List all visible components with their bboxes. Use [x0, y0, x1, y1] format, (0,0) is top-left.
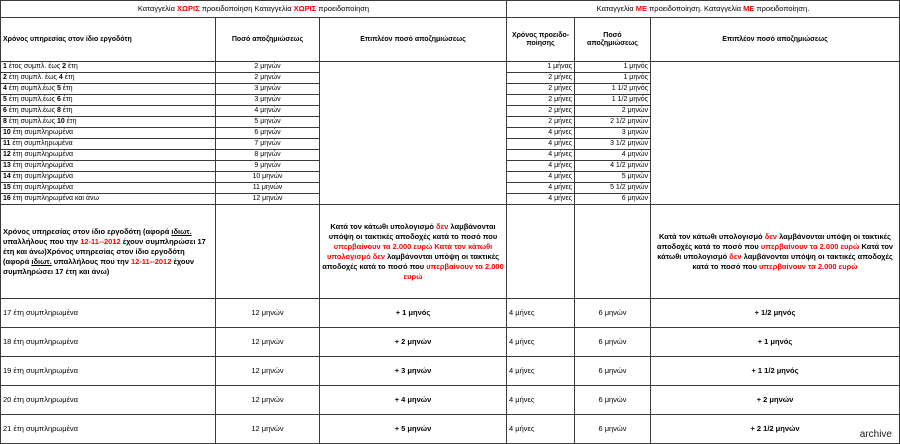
notice-years-cell: 2 μήνες [507, 117, 575, 128]
notice-comp-cell: 6 μηνών [575, 386, 651, 415]
compensation-cell: 12 μηνών [216, 386, 320, 415]
notice-comp-cell: 1 1/2 μηνός [575, 95, 651, 106]
compensation-cell: 10 μηνών [216, 172, 320, 183]
years-cell: 17 έτη συμπληρωμένα [1, 299, 216, 328]
notice-comp-cell: 3 1/2 μηνών [575, 139, 651, 150]
notice-years-cell: 4 μήνες [507, 357, 575, 386]
extra-cell: + 1 μηνός [320, 299, 507, 328]
compensation-cell: 11 μηνών [216, 183, 320, 194]
years-cell: 19 έτη συμπληρωμένα [1, 357, 216, 386]
notice-years-cell: 2 μήνες [507, 73, 575, 84]
note-mid: Κατά τον κάτωθι υπολογισμό δεν λαμβάνονται υπόψη οι τακτικές αποδοχές κατά το ποσό που υπερβαίνουν τα 2.000 ευρώ Κατά τον κάτωθι υπολογισμό δεν λαμβάνονται υπόψη οι τακτικές αποδοχές κατά το ποσό που υπερβαίνουν τα 2.000 ευρώ [320, 205, 507, 299]
table-row [1, 328, 900, 357]
years-cell: 10 έτη συμπληρωμένα [1, 128, 216, 139]
notice-years-cell: 4 μήνες [507, 183, 575, 194]
header-left: Καταγγελία ΧΩΡΙΣ προειδοποίηση Καταγγελία ΧΩΡΙΣ προειδοποίηση [1, 1, 507, 18]
extra-cell: + 3 μηνών [320, 357, 507, 386]
years-cell: 5 έτη συμπλ.έως 6 έτη [1, 95, 216, 106]
notice-years-cell: 1 μήνας [507, 62, 575, 73]
notice-comp-cell: 5 μηνών [575, 172, 651, 183]
col-notice-comp: Ποσό αποζημιώσεως [575, 18, 651, 62]
notice-years-cell: 2 μήνες [507, 106, 575, 117]
years-cell: 18 έτη συμπληρωμένα [1, 328, 216, 357]
extra-cell: + 5 μηνών [320, 415, 507, 444]
notice-years-cell: 4 μήνες [507, 161, 575, 172]
notice-years-cell: 4 μήνες [507, 328, 575, 357]
notice-extra-cell: + 2 1/2 μηνών [651, 415, 900, 444]
compensation-cell: 12 μηνών [216, 299, 320, 328]
table-row [1, 386, 900, 415]
compensation-cell: 4 μηνών [216, 106, 320, 117]
notice-comp-cell: 6 μηνών [575, 415, 651, 444]
notice-comp-cell: 5 1/2 μηνών [575, 183, 651, 194]
compensation-cell: 12 μηνών [216, 357, 320, 386]
notice-comp-cell: 1 μηνός [575, 73, 651, 84]
notice-comp-cell: 1 μηνός [575, 62, 651, 73]
notice-comp-cell: 4 μηνών [575, 150, 651, 161]
table-row [1, 299, 900, 328]
notice-comp-cell: 2 1/2 μηνών [575, 117, 651, 128]
compensation-cell: 12 μηνών [216, 328, 320, 357]
note-empty-cell [216, 205, 320, 299]
table-row [1, 415, 900, 444]
col-years: Χρόνος υπηρεσίας στον ίδιο εργοδότη [1, 18, 216, 62]
compensation-cell: 6 μηνών [216, 128, 320, 139]
notice-years-cell: 4 μήνες [507, 128, 575, 139]
years-cell: 16 έτη συμπληρωμένα και άνω [1, 194, 216, 205]
col-notice-extra: Επιπλέον ποσό αποζημιώσεως [651, 18, 900, 62]
notice-extra-cell: + 1 μηνός [651, 328, 900, 357]
notice-comp-cell: 1 1/2 μηνός [575, 84, 651, 95]
years-cell: 11 έτη συμπληρωμένα [1, 139, 216, 150]
compensation-cell: 5 μηνών [216, 117, 320, 128]
years-cell: 4 έτη συμπλ.έως 5 έτη [1, 84, 216, 95]
notice-extra-cell: + 1/2 μηνός [651, 299, 900, 328]
years-cell: 14 έτη συμπληρωμένα [1, 172, 216, 183]
notice-extra-cell: + 2 μηνών [651, 386, 900, 415]
notice-years-cell: 4 μήνες [507, 172, 575, 183]
compensation-cell: 12 μηνών [216, 415, 320, 444]
archive-watermark: archive [859, 429, 892, 440]
note-empty-cell [575, 205, 651, 299]
compensation-cell: 7 μηνών [216, 139, 320, 150]
col-notice-years: Χρόνος προειδο-ποίησης [507, 18, 575, 62]
years-cell: 6 έτη συμπλ.έως 8 έτη [1, 106, 216, 117]
note-right: Κατά τον κάτωθι υπολογισμό δεν λαμβάνονται υπόψη οι τακτικές αποδοχές κατά το ποσό που υπερβαίνουν τα 2.000 ευρώ Κατά τον κάτωθι υπολογισμό δεν λαμβάνονται υπόψη οι τακτικές αποδοχές κατά το ποσό που υπερβαίνουν τα 2.000 ευρώ [651, 205, 900, 299]
compensation-cell: 2 μηνών [216, 73, 320, 84]
compensation-cell: 12 μηνών [216, 194, 320, 205]
notice-years-cell: 4 μήνες [507, 139, 575, 150]
notice-comp-cell: 2 μηνών [575, 106, 651, 117]
notice-comp-cell: 6 μηνών [575, 194, 651, 205]
notice-comp-cell: 4 1/2 μηνών [575, 161, 651, 172]
table-row [1, 62, 900, 73]
header-right: Καταγγελία ΜΕ προειδοποίηση. Καταγγελία ΜΕ προειδοποίηση. [507, 1, 900, 18]
notice-comp-cell: 6 μηνών [575, 299, 651, 328]
note-empty-cell [507, 205, 575, 299]
notice-years-cell: 4 μήνες [507, 386, 575, 415]
notice-years-cell: 4 μήνες [507, 194, 575, 205]
years-cell: 2 έτη συμπλ. έως 4 έτη [1, 73, 216, 84]
years-cell: 12 έτη συμπληρωμένα [1, 150, 216, 161]
extra-cell: + 2 μηνών [320, 328, 507, 357]
table-row [1, 357, 900, 386]
col-extra: Επιπλέον ποσό αποζημιώσεως [320, 18, 507, 62]
notice-extra-cell: + 1 1/2 μηνός [651, 357, 900, 386]
notice-years-cell: 4 μήνες [507, 150, 575, 161]
compensation-cell: 3 μηνών [216, 84, 320, 95]
notice-comp-cell: 6 μηνών [575, 328, 651, 357]
note-left: Χρόνος υπηρεσίας στον ίδιο εργοδότη (αφορά ιδιωτ. υπαλλήλους που την 12-11--2012 έχουν συμπληρώσει 17 έτη και άνω)Χρόνος υπηρεσίας στον ίδιο εργοδότη (αφορά ιδιωτ. υπαλλήλους που την 12-11--2012 έχουν συμπληρώσει 17 έτη και άνω) [1, 205, 216, 299]
notice-comp-cell: 3 μηνών [575, 128, 651, 139]
note-row [1, 205, 900, 299]
years-cell: 13 έτη συμπληρωμένα [1, 161, 216, 172]
years-cell: 1 έτος συμπλ. έως 2 έτη [1, 62, 216, 73]
notice-years-cell: 4 μήνες [507, 415, 575, 444]
years-cell: 20 έτη συμπληρωμένα [1, 386, 216, 415]
col-compensation: Ποσό αποζημιώσεως [216, 18, 320, 62]
years-cell: 21 έτη συμπληρωμένα [1, 415, 216, 444]
notice-years-cell: 2 μήνες [507, 95, 575, 106]
compensation-cell: 3 μηνών [216, 95, 320, 106]
notice-comp-cell: 6 μηνών [575, 357, 651, 386]
compensation-cell: 9 μηνών [216, 161, 320, 172]
extra-empty-cell [320, 62, 507, 205]
years-cell: 15 έτη συμπληρωμένα [1, 183, 216, 194]
compensation-cell: 8 μηνών [216, 150, 320, 161]
extra-cell: + 4 μηνών [320, 386, 507, 415]
compensation-cell: 2 μηνών [216, 62, 320, 73]
years-cell: 8 έτη συμπλ.έως 10 έτη [1, 117, 216, 128]
notice-years-cell: 2 μήνες [507, 84, 575, 95]
notice-extra-empty-cell [651, 62, 900, 205]
notice-years-cell: 4 μήνες [507, 299, 575, 328]
